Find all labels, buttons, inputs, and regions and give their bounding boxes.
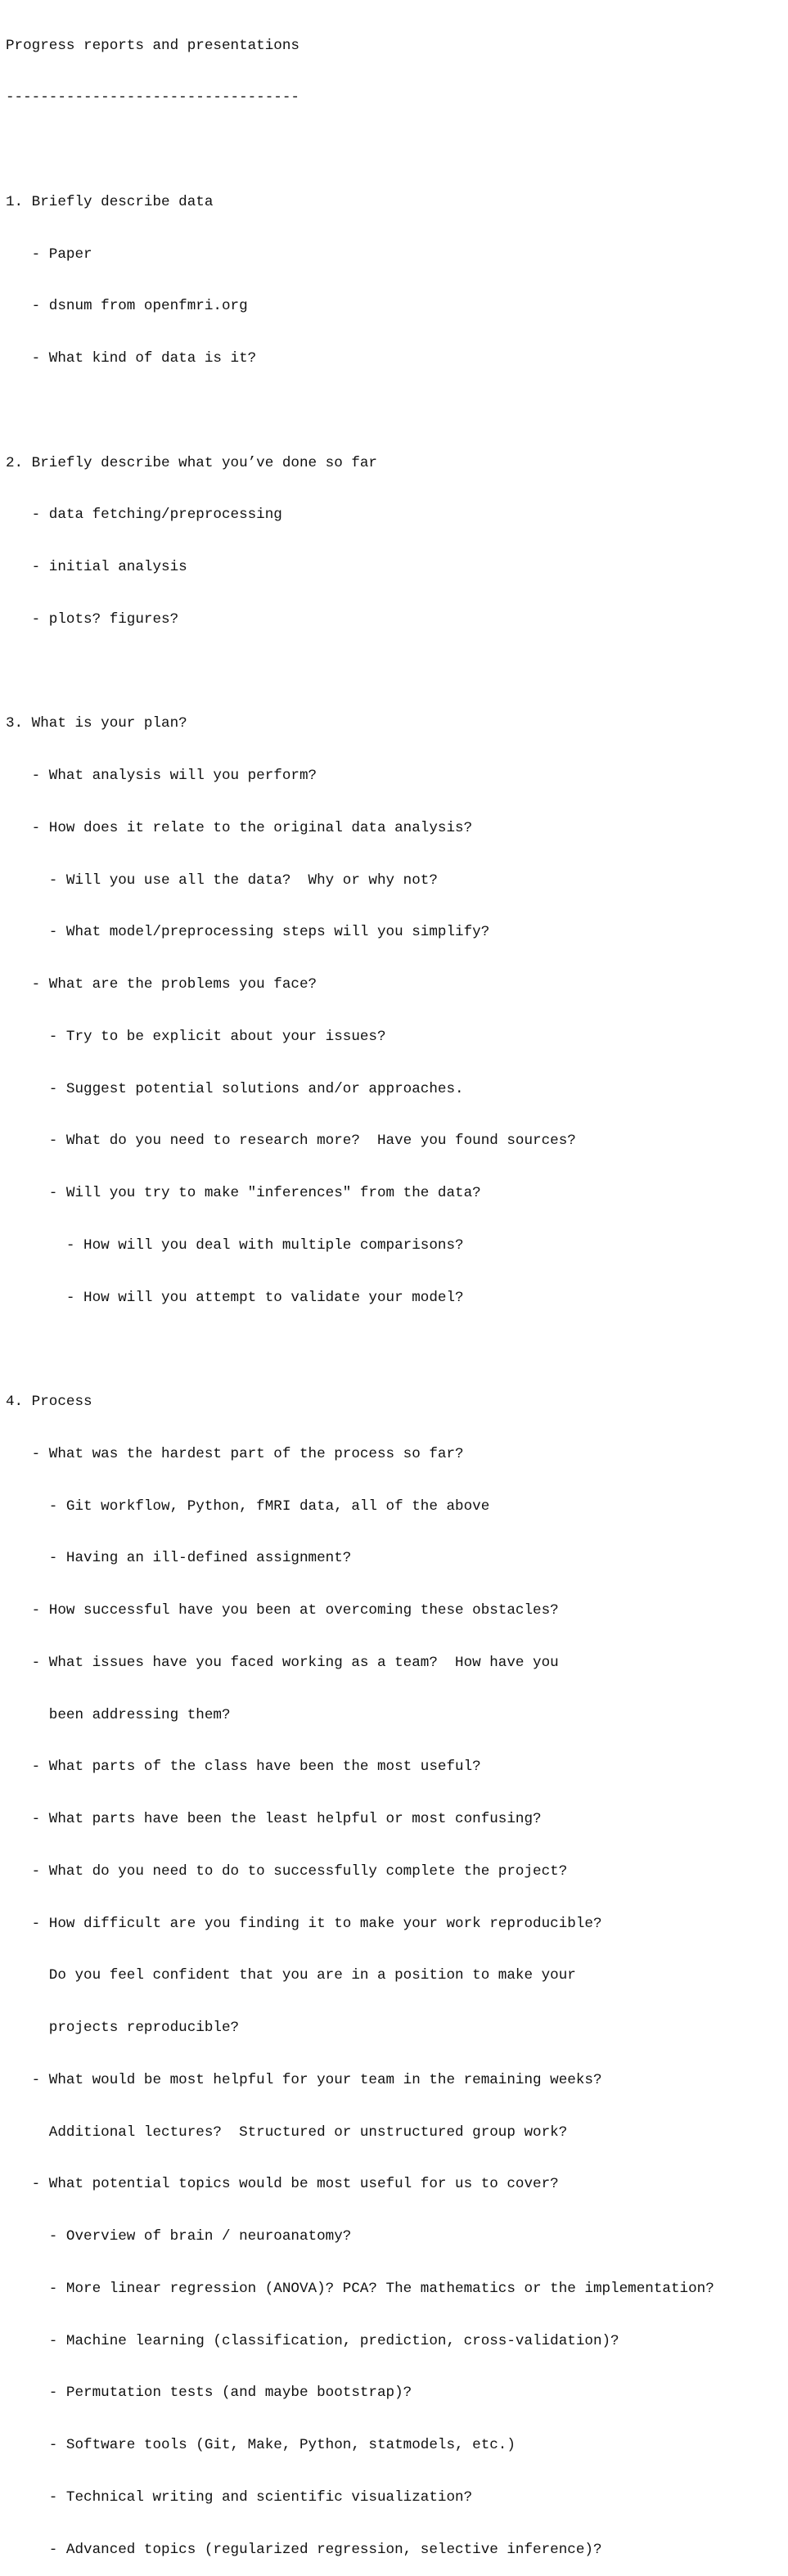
list-item: - initial analysis — [6, 559, 187, 575]
list-item: - How will you deal with multiple comparisons? — [6, 1236, 464, 1254]
list-item: - How difficult are you finding it to make your work reproducible? — [6, 1915, 602, 1932]
list-item: - What would be most helpful for your team in the remaining weeks? — [6, 2071, 602, 2088]
list-item: - Will you use all the data? Why or why not? — [6, 871, 438, 889]
list-item: - Overview of brain / neuroanatomy? — [6, 2228, 352, 2245]
list-item: - Machine learning (classification, prediction, cross-validation)? — [6, 2332, 619, 2349]
list-item: - What do you need to research more? Have you found sources? — [6, 1133, 576, 1150]
list-item: - What are the problems you face? — [6, 976, 317, 993]
list-item: - What issues have you faced working as a team? How have you — [6, 1654, 559, 1671]
list-item: - What was the hardest part of the process so far? — [6, 1445, 464, 1462]
list-item: - Software tools (Git, Make, Python, statmodels, etc.) — [6, 2437, 516, 2453]
list-item: - What parts have been the least helpful or most confusing? — [6, 1811, 542, 1827]
section-heading-3: 3. What is your plan? — [6, 715, 187, 732]
list-item: - What kind of data is it? — [6, 350, 257, 367]
list-item: - How successful have you been at overcoming these obstacles? — [6, 1602, 559, 1619]
list-item: - What potential topics would be most useful for us to cover? — [6, 2176, 559, 2193]
list-item: - Advanced topics (regularized regression, selective inference)? — [6, 2541, 602, 2558]
list-item: - Git workflow, Python, fMRI data, all of the above — [6, 1497, 490, 1515]
list-item: - Suggest potential solutions and/or approaches. — [6, 1080, 464, 1097]
blank-line — [6, 1341, 788, 1358]
list-item: - What do you need to do to successfully complete the project? — [6, 1862, 568, 1880]
blank-line — [6, 142, 788, 159]
list-item: - More linear regression (ANOVA)? PCA? The mathematics or the implementation? — [6, 2280, 714, 2297]
title-underline: ---------------------------------- — [6, 89, 299, 106]
document-title: Progress reports and presentations — [6, 37, 299, 54]
list-item: - How will you attempt to validate your model? — [6, 1289, 464, 1306]
blank-line — [6, 403, 788, 420]
list-item: - What parts of the class have been the most useful? — [6, 1759, 481, 1776]
list-item-continuation: Do you feel confident that you are in a position to make your — [6, 1967, 576, 1984]
section-heading-2: 2. Briefly describe what you’ve done so far — [6, 454, 377, 471]
list-item-continuation: projects reproducible? — [6, 2020, 240, 2036]
list-item: - Technical writing and scientific visualization? — [6, 2488, 473, 2506]
list-item: - Having an ill-defined assignment? — [6, 1550, 352, 1567]
blank-line — [6, 664, 788, 681]
list-item: - Paper — [6, 245, 92, 263]
list-item: - Try to be explicit about your issues? — [6, 1028, 386, 1045]
list-item: - dsnum from openfmri.org — [6, 298, 248, 315]
list-item-continuation: Additional lectures? Structured or unstructured group work? — [6, 2123, 568, 2141]
list-item: - Permutation tests (and maybe bootstrap)? — [6, 2385, 412, 2402]
list-item: - Will you try to make "inferences" from the data? — [6, 1185, 481, 1201]
section-heading-1: 1. Briefly describe data — [6, 193, 214, 210]
list-item: - How does it relate to the original data analysis? — [6, 819, 473, 836]
document-text — [6, 2, 788, 2576]
list-item: - plots? figures? — [6, 610, 179, 628]
list-item: - What analysis will you perform? — [6, 768, 317, 784]
section-heading-4: 4. Process — [6, 1394, 92, 1410]
list-item-continuation: been addressing them? — [6, 1706, 231, 1723]
list-item: - data fetching/preprocessing — [6, 507, 282, 524]
list-item: - What model/preprocessing steps will you simplify? — [6, 924, 490, 941]
